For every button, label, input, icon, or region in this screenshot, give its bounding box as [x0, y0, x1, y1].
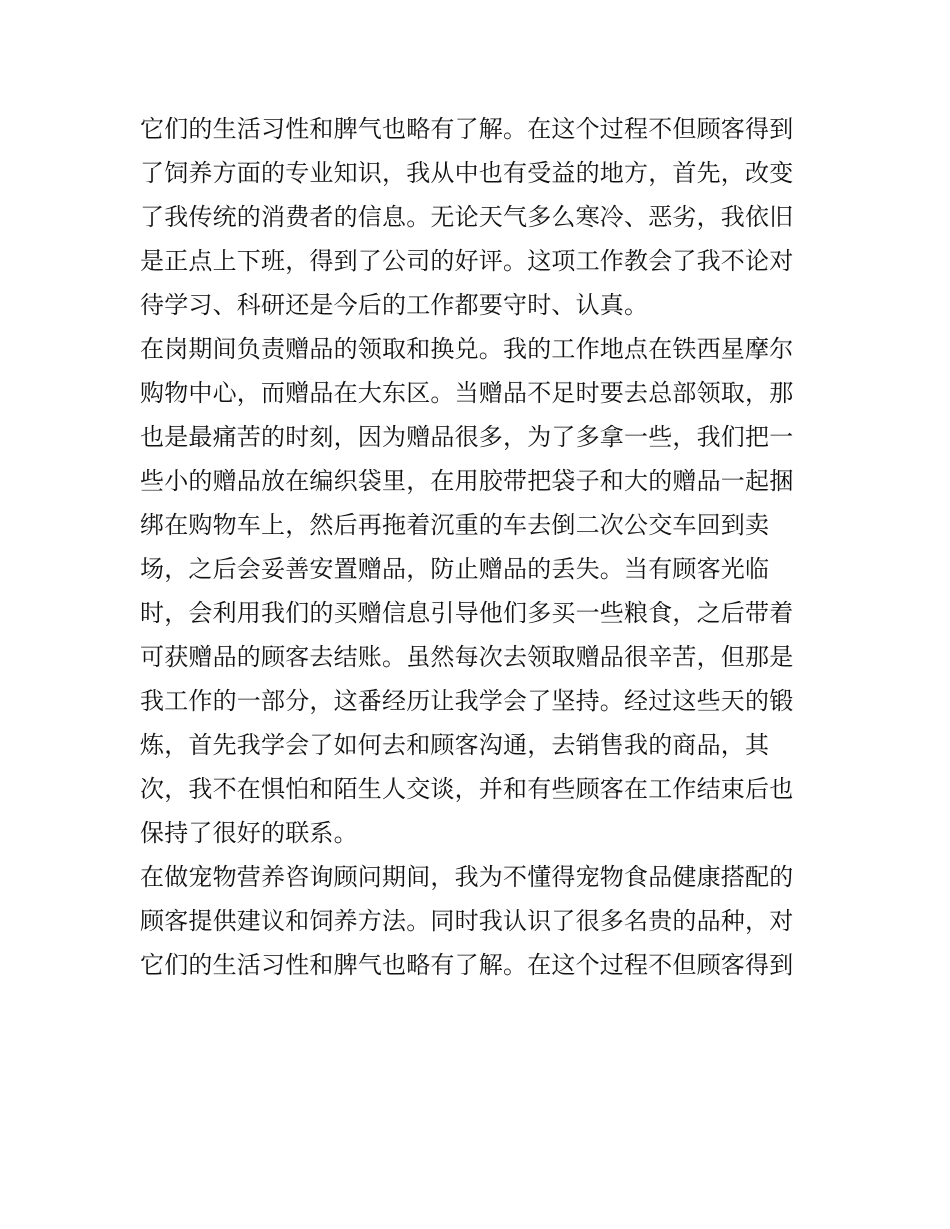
text-line: 些小的赠品放在编织袋里，在用胶带把袋子和大的赠品一起捆	[140, 467, 794, 495]
document-body	[140, 107, 820, 987]
text-line: 在岗期间负责赠品的领取和换兑。我的工作地点在铁西星摩尔	[140, 335, 794, 363]
text-line: 它们的生活习性和脾气也略有了解。在这个过程不但顾客得到	[140, 951, 794, 979]
text-line: 场，之后会妥善安置赠品，防止赠品的丢失。当有顾客光临	[140, 555, 770, 583]
text-line: 它们的生活习性和脾气也略有了解。在这个过程不但顾客得到	[140, 115, 794, 143]
text-line: 保持了很好的联系。	[140, 819, 358, 847]
text-line: 次，我不在惧怕和陌生人交谈，并和有些顾客在工作结束后也	[140, 775, 794, 803]
text-line: 在做宠物营养咨询顾问期间，我为不懂得宠物食品健康搭配的	[140, 863, 794, 891]
text-line: 了饲养方面的专业知识，我从中也有受益的地方，首先，改变	[140, 159, 794, 187]
text-line: 购物中心，而赠品在大东区。当赠品不足时要去总部领取，那	[140, 379, 794, 407]
text-line: 待学习、科研还是今后的工作都要守时、认真。	[140, 291, 649, 319]
text-line: 顾客提供建议和饲养方法。同时我认识了很多名贵的品种，对	[140, 907, 794, 935]
text-line: 也是最痛苦的时刻，因为赠品很多，为了多拿一些，我们把一	[140, 423, 794, 451]
text-line: 炼，首先我学会了如何去和顾客沟通，去销售我的商品，其	[140, 731, 770, 759]
text-line: 时，会利用我们的买赠信息引导他们多买一些粮食，之后带着	[140, 599, 794, 627]
text-line: 了我传统的消费者的信息。无论天气多么寒冷、恶劣，我依旧	[140, 203, 794, 231]
text-line: 我工作的一部分，这番经历让我学会了坚持。经过这些天的锻	[140, 687, 794, 715]
text-line: 是正点上下班，得到了公司的好评。这项工作教会了我不论对	[140, 247, 794, 275]
text-line: 绑在购物车上，然后再拖着沉重的车去倒二次公交车回到卖	[140, 511, 770, 539]
text-line: 可获赠品的顾客去结账。虽然每次去领取赠品很辛苦，但那是	[140, 643, 794, 671]
